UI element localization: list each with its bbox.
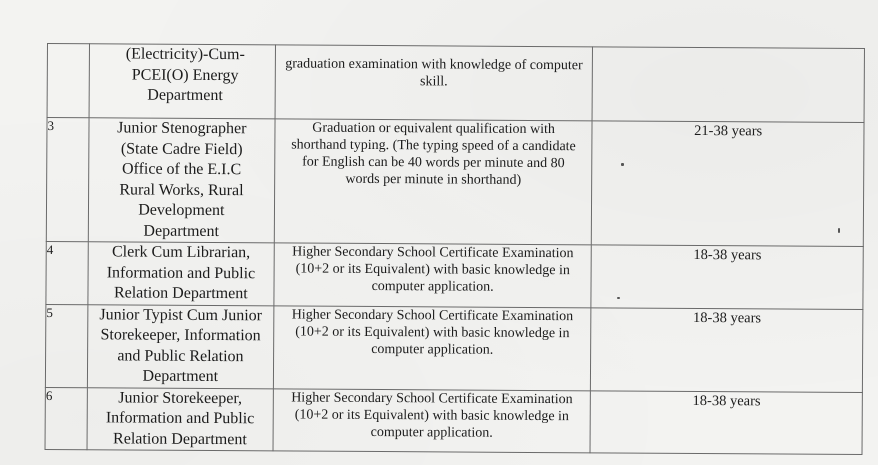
age-limit-cell: 18-38 years [590, 390, 862, 454]
age-limit-cell: 18-38 years [591, 307, 863, 392]
table-row [46, 118, 864, 247]
table-row [46, 241, 863, 308]
post-name-cell: Junior Stenographer (State Cadre Field) Office of the E.I.C Rural Works, Rural Development Department [88, 118, 275, 243]
post-name-cell: (Electricity)-Cum-PCEI(O) Energy Department [89, 44, 275, 119]
qualification-cell: graduation examination with knowledge of computer skill. [275, 45, 593, 121]
serial-number-cell: 4 [46, 241, 88, 304]
qualification-cell: Higher Secondary School Certificate Examination (10+2 or its Equivalent) with basic knowledge in computer application. [274, 243, 592, 307]
qualification-cell: Higher Secondary School Certificate Examination (10+2 or its Equivalent) with basic knowledge in computer application. [273, 388, 591, 452]
age-limit-cell: 21-38 years [592, 121, 864, 247]
scan-speck [838, 228, 840, 233]
table-row [45, 304, 862, 392]
scan-speck [621, 163, 624, 166]
age-limit-cell [592, 47, 864, 123]
table-row [45, 387, 862, 454]
qualification-cell: Graduation or equivalent qualification with shorthand typing. (The typing speed of a candidate for English can be 40 words per minute and 80 words per minute in shorthand) [274, 119, 592, 245]
serial-number-cell: 3 [46, 118, 89, 242]
post-name-cell: Clerk Cum Librarian, Information and Public Relation Department [88, 242, 274, 306]
eligibility-table [45, 43, 865, 455]
qualification-cell: Higher Secondary School Certificate Examination (10+2 or its Equivalent) with basic knowledge in computer application. [273, 305, 591, 390]
serial-number-cell: 5 [45, 304, 87, 387]
post-name-cell: Junior Typist Cum Junior Storekeeper, Information and Public Relation Department [87, 304, 273, 388]
age-limit-cell: 18-38 years [591, 245, 863, 309]
post-name-cell: Junior Storekeeper, Information and Public Relation Department [87, 387, 273, 451]
serial-number-cell: 6 [45, 387, 87, 450]
scan-speck [617, 297, 620, 299]
serial-number-cell [47, 44, 89, 118]
table-row [47, 44, 864, 123]
